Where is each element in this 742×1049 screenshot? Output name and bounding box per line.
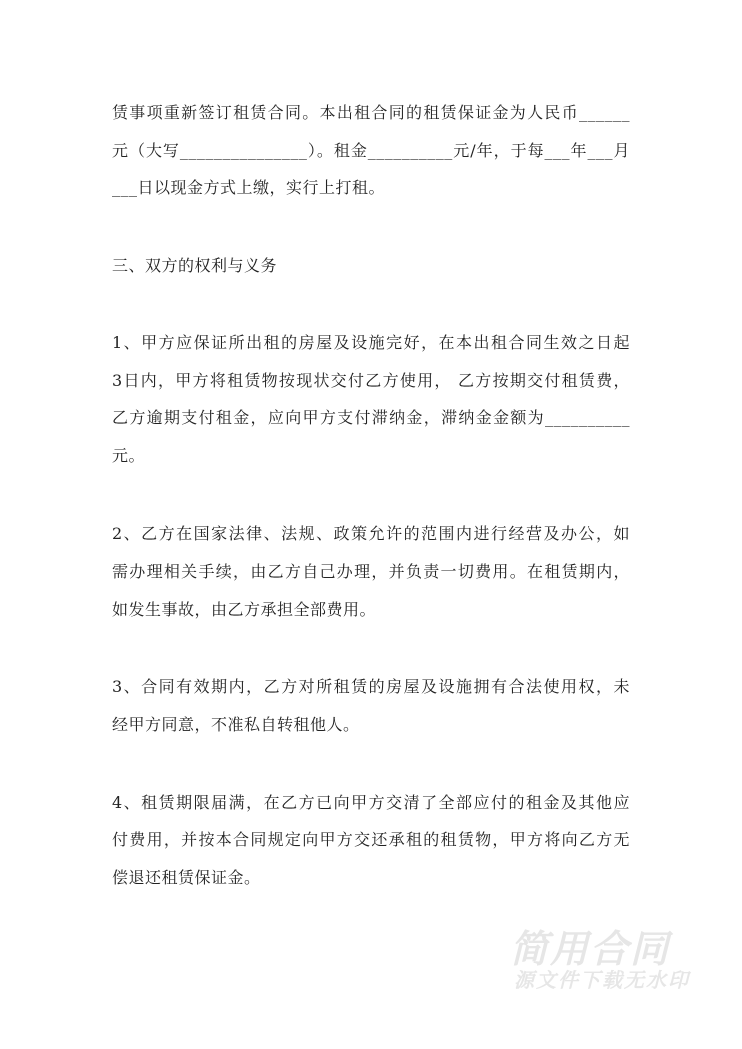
- clause-4-line: 偿退还租赁保证金。: [112, 868, 261, 887]
- clause-4-line: 付费用，并按本合同规定向甲方交还承租的租赁物，甲方将向乙方无: [112, 830, 630, 849]
- intro-line: 赁事项重新签订租赁合同。本出租合同的租赁保证金为人民币______: [112, 103, 630, 122]
- watermark-slogan: 源文件下载无水印: [514, 968, 690, 992]
- section-heading: 三、双方的权利与义务: [112, 256, 278, 275]
- clause-2-line: 需办理相关手续，由乙方自己办理，并负责一切费用。在租赁期内，: [112, 562, 630, 581]
- watermark-brand: 简用合同: [510, 927, 671, 971]
- clause-2-line: 如发生事故，由乙方承担全部费用。: [112, 600, 377, 619]
- clause-1-line: 元。: [112, 446, 146, 465]
- intro-line: ___日以现金方式上缴，实行上打租。: [112, 178, 386, 197]
- clause-3-line: 经甲方同意，不准私自转租他人。: [112, 715, 360, 734]
- clause-1-line: 乙方逾期支付租金，应向甲方支付滞纳金，滞纳金金额为__________: [112, 408, 630, 427]
- clause-4-line: 4、租赁期限届满，在乙方已向甲方交清了全部应付的租金及其他应: [112, 793, 630, 812]
- clause-1-line: 3日内，甲方将租赁物按现状交付乙方使用， 乙方按期交付租赁费，: [112, 371, 630, 390]
- clause-1-line: 1、甲方应保证所出租的房屋及设施完好，在本出租合同生效之日起: [112, 333, 630, 352]
- intro-line: 元（大写_______________）。租金__________元/年，于每___年___月: [112, 141, 630, 160]
- clause-2-line: 2、乙方在国家法律、法规、政策允许的范围内进行经营及办公，如: [112, 524, 630, 543]
- clause-3-line: 3、合同有效期内，乙方对所租赁的房屋及设施拥有合法使用权，未: [112, 677, 630, 696]
